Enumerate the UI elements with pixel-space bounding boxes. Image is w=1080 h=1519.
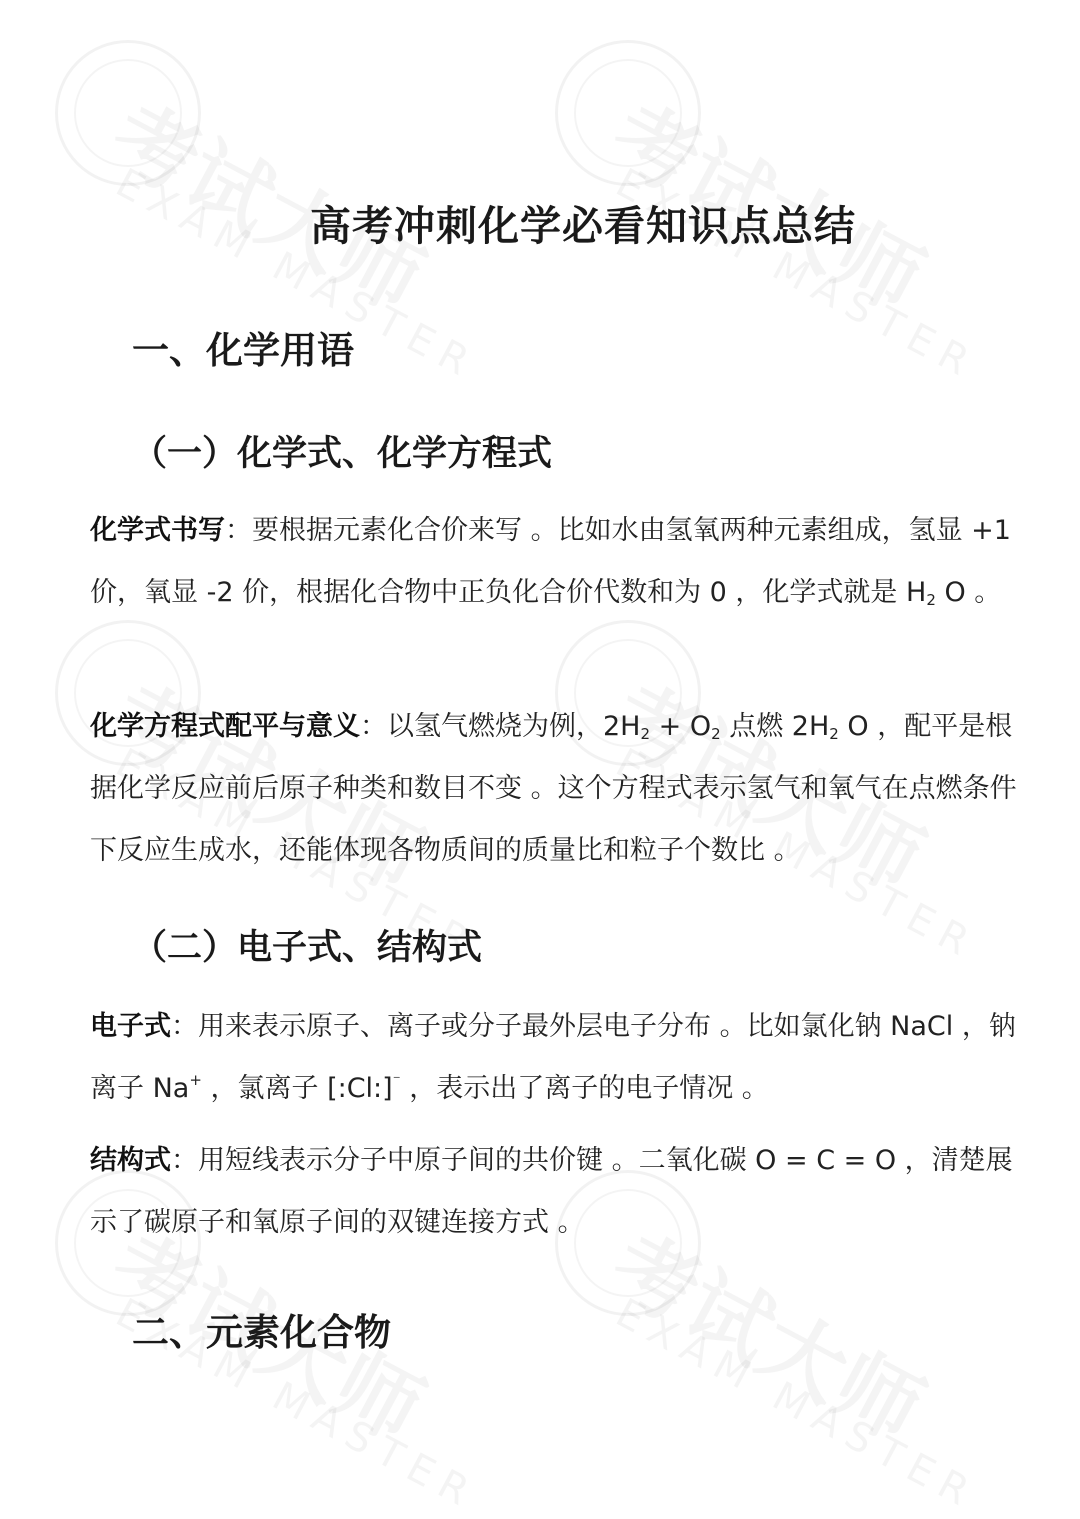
- section-heading-chemical-terms: 一、化学用语: [132, 329, 354, 372]
- paragraph-text: ：用来表示原子、离子或分子最外层电子分布 。比如氯化钠 NaCl ，钠离子 Na: [90, 1011, 1016, 1104]
- paragraph-text: O ，配平是根据化学反应前后原子种类和数目不变 。这个方程式表示氢气和氧气在点燃条件下反应生成水，还能体现各物质间的质量比和粒子个数比 。: [90, 711, 1017, 866]
- subsection-heading-formulas-equations: （一）化学式、化学方程式: [132, 434, 553, 474]
- subscript: 2: [829, 725, 839, 743]
- paragraph-text: O 。: [935, 577, 1002, 608]
- paragraph-text: + O: [650, 711, 712, 742]
- term-label: 电子式: [90, 1011, 171, 1042]
- section-heading-elements-compounds: 二、元素化合物: [132, 1311, 391, 1354]
- term-label: 结构式: [90, 1145, 171, 1176]
- paragraph-text: ：以氢气燃烧为例，2H: [360, 711, 641, 742]
- paragraph-text: ，氯离子 [:Cl:]: [201, 1073, 393, 1104]
- subsection-heading-electron-structural: （二）电子式、结构式: [132, 928, 483, 968]
- subscript: 2: [926, 591, 936, 609]
- term-label: 化学式书写: [90, 515, 225, 546]
- paragraph-text: ：要根据元素化合价来写 。比如水由氢氧两种元素组成，氢显 +1 价，氧显 -2 价，根据化合物中正负化合价代数和为 0 ，化学式就是 H: [90, 515, 1011, 608]
- paragraph-electron-formula: [90, 996, 1034, 1120]
- paragraph-equation-balancing: [90, 696, 1034, 882]
- paragraph-text: ，表示出了离子的电子情况 。: [400, 1073, 769, 1104]
- superscript: +: [189, 1071, 202, 1089]
- superscript: ⁻: [392, 1071, 401, 1089]
- paragraph-formula-writing: [90, 500, 1034, 624]
- subscript: 2: [640, 725, 651, 743]
- term-label: 化学方程式配平与意义: [90, 711, 360, 742]
- paragraph-text: 点燃 2H: [720, 711, 830, 742]
- subscript: 2: [711, 725, 721, 743]
- document-title: 高考冲刺化学必看知识点总结: [310, 202, 856, 250]
- paragraph-structural-formula: [90, 1130, 1034, 1254]
- paragraph-text: ：用短线表示分子中原子间的共价键 。二氧化碳 O = C = O ，清楚展示了碳原子和氧原子间的双键连接方式 。: [90, 1145, 1013, 1238]
